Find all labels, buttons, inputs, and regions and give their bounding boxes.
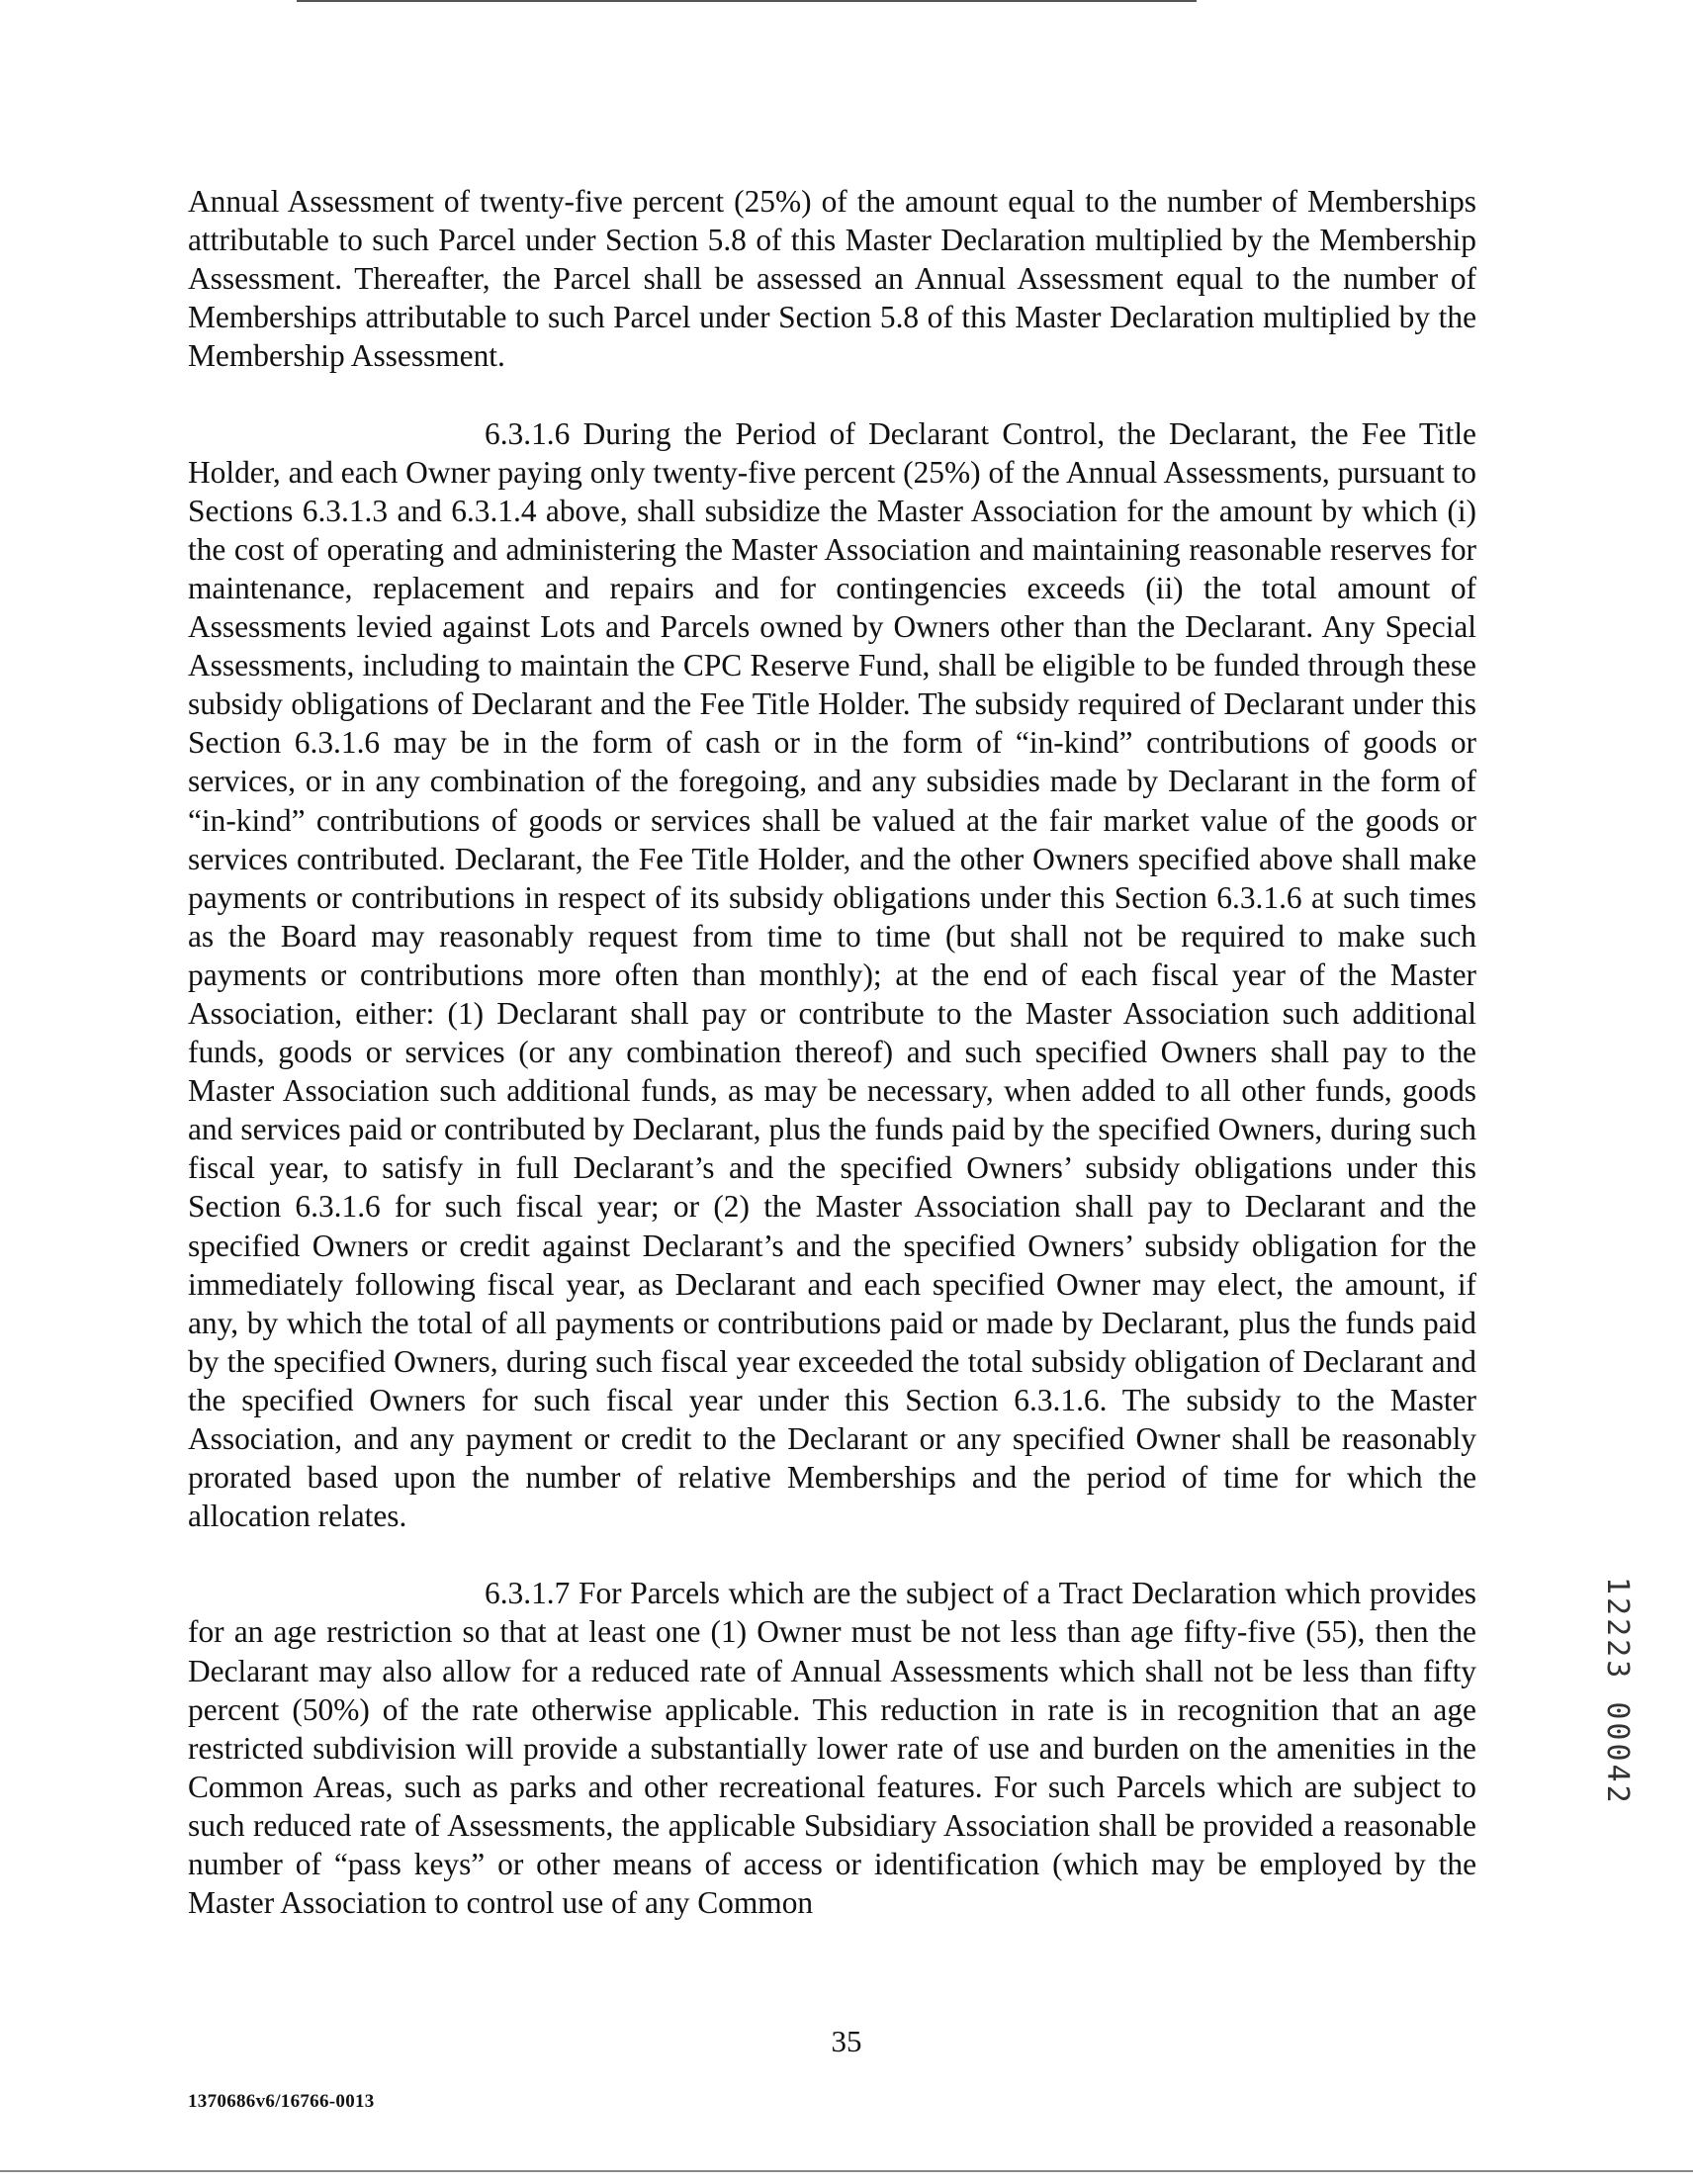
paragraph-6-3-1-7: 6.3.1.7 For Parcels which are the subject of a Tract Declaration which provides for an age restriction so that at least one (1) Owner must be not less than age fifty-five (55), then the Declarant may also allow for a reduced rate of Annual Assessments which shall not be less than fifty percent (50%) of the rate otherwise applicable. This reduction in rate is in recognition that an age restricted subdivision will provide a substantially lower rate of use and burden on the amenities in the Common Areas, such as parks and other recreational features. For such Parcels which are subject to such reduced rate of Assessments, the applicable Subsidiary Association shall be provided a reasonable number of “pass keys” or other means of access or identification (which may be employed by the Master Association to control use of any Common — [188, 1576, 1476, 1921]
document-id: 1370686v6/16766-0013 — [188, 2091, 375, 2112]
recording-number-stamp — [1600, 1577, 1634, 1873]
recording-number-text: 12223 00042 — [1600, 1577, 1635, 1806]
paragraph-assessment-continuation: Annual Assessment of twenty-five percent (25%) of the amount equal to the number of Memberships attributable to such Parcel under Section 5.8 of this Master Declaration multiplied by the Membership Assessment. Thereafter, the Parcel shall be assessed an Annual Assessment equal to the number of Memberships attributable to such Parcel under Section 5.8 of this Master Declaration multiplied by the Membership Assessment. — [188, 184, 1476, 374]
bottom-rule — [0, 2170, 1693, 2172]
top-rule — [297, 0, 1197, 2]
page-number: 35 — [831, 2024, 862, 2058]
paragraph-6-3-1-6: 6.3.1.6 During the Period of Declarant Control, the Declarant, the Fee Title Holder, and each Owner paying only twenty-five percent (25%) of the Annual Assessments, pursuant to Sections 6.3.1.3 and 6.3.1.4 above, shall subsidize the Master Association for the amount by which (i) the cost of operating and administering the Master Association and maintaining reasonable reserves for maintenance, replacement and repairs and for contingencies exceeds (ii) the total amount of Assessments levied against Lots and Parcels owned by Owners other than the Declarant. Any Special Assessments, including to maintain the CPC Reserve Fund, shall be eligible to be funded through these subsidy obligations of Declarant and the Fee Title Holder. The subsidy required of Declarant under this Section 6.3.1.6 may be in the form of cash or in the form of “in-kind” contributions of goods or services, or in any combination of the foregoing, and any subsidies made by Declarant in the form of “in-kind” contributions of goods or services shall be valued at the fair market value of the goods or services contributed. Declarant, the Fee Title Holder, and the other Owners specified above shall make payments or contributions in respect of its subsidy obligations under this Section 6.3.1.6 at such times as the Board may reasonably request from time to time (but shall not be required to make such payments or contributions more often than monthly); at the end of each fiscal year of the Master Association, either: (1) Declarant shall pay or contribute to the Master Association such additional funds, goods or services (or any combination thereof) and such specified Owners shall pay to the Master Association such additional funds, as may be necessary, when added to all other funds, goods and services paid or contributed by Declarant, plus the funds paid by the specified Owners, during such fiscal year, to satisfy in full Declarant’s and the specified Owners’ subsidy obligations under this Section 6.3.1.6 for such fiscal year; or (2) the Master Association shall pay to Declarant and the specified Owners or credit against Declarant’s and the specified Owners’ subsidy obligation for the immediately following fiscal year, as Declarant and each specified Owner may elect, the amount, if any, by which the total of all payments or contributions paid or made by Declarant, plus the funds paid by the specified Owners, during such fiscal year exceeded the total subsidy obligation of Declarant and the specified Owners for such fiscal year under this Section 6.3.1.6. The subsidy to the Master Association, and any payment or credit to the Declarant or any specified Owner shall be reasonably prorated based upon the number of relative Memberships and the period of time for which the allocation relates. — [188, 415, 1476, 1534]
body-text — [188, 182, 1476, 1960]
